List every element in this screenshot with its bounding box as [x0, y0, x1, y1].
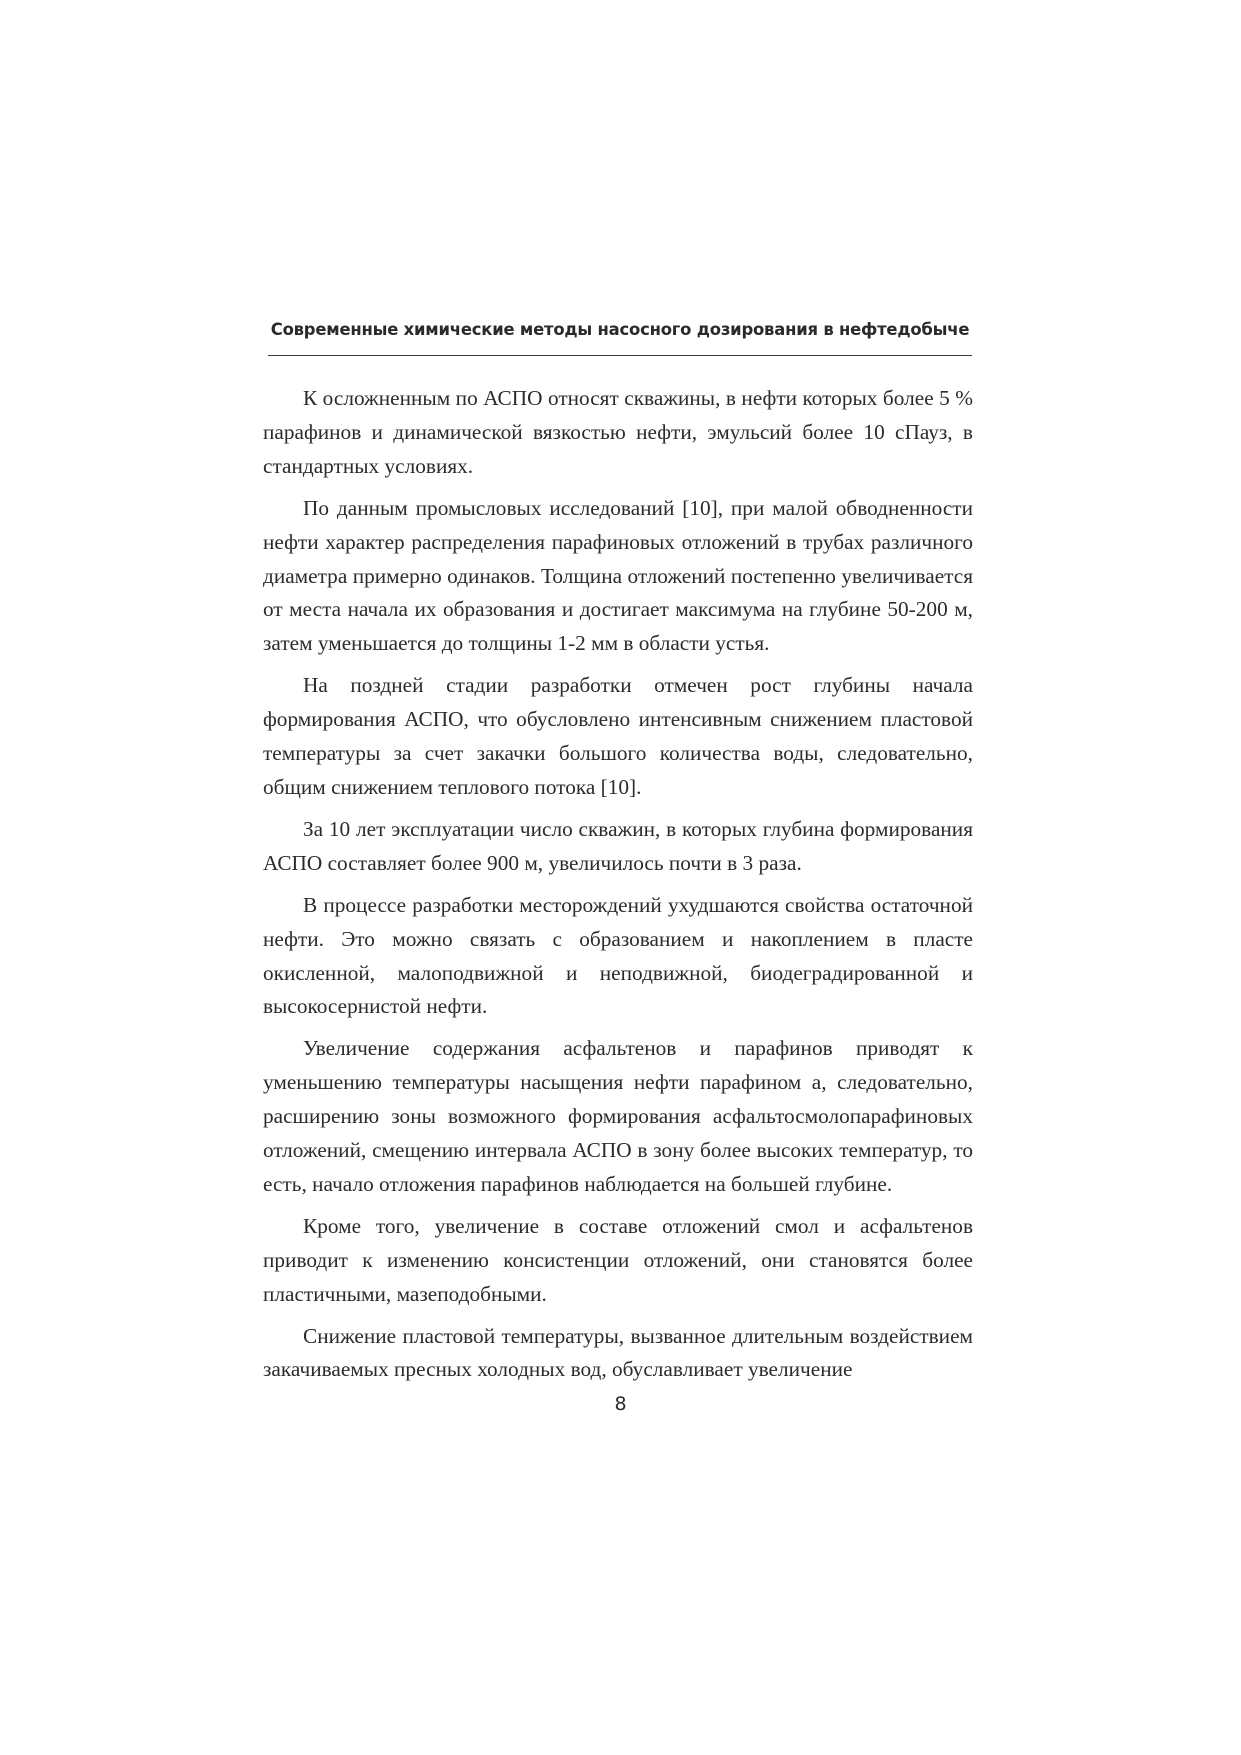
body-text [263, 382, 973, 1395]
paragraph: За 10 лет эксплуатации число скважин, в которых глубина формирования АСПО составляет более 900 м, увеличилось почти в 3 раза. [263, 816, 973, 875]
paragraph: В процессе разработки месторождений ухудшаются свойства остаточной нефти. Это можно связать с образованием и накоплением в пласте окисленной, малоподвижной и неподвижной, биодеградированной и высокосернистой нефти. [263, 892, 973, 1019]
paragraph: Снижение пластовой температуры, вызванное длительным воздействием закачиваемых пресных холодных вод, обуславливает увеличение [263, 1323, 973, 1382]
page-number: 8 [614, 1393, 627, 1415]
paragraph: К осложненным по АСПО относят скважины, в нефти которых более 5 % парафинов и динамической вязкостью нефти, эмульсий более 10 сПауз, в стандартных условиях. [263, 386, 973, 478]
paragraph: Кроме того, увеличение в составе отложений смол и асфальтенов приводит к изменению консистенции отложений, они становятся более пластичными, мазеподобными. [263, 1213, 973, 1306]
header-rule [268, 355, 972, 356]
paragraph: Увеличение содержания асфальтенов и парафинов приводят к уменьшению температуры насыщения нефти парафином а, следовательно, расширению зоны возможного формирования асфальтосмолопарафиновых отложений, смещению интервала АСПО в зону более высоких температур, то есть, начало отложения парафинов наблюдается на большей глубине. [263, 1036, 973, 1196]
paragraph: На поздней стадии разработки отмечен рост глубины начала формирования АСПО, что обусловлено интенсивным снижением пластовой температуры за счет закачки большого количества воды, следовательно, общим снижением теплового потока [10]. [263, 673, 973, 799]
running-header: Современные химические методы насосного дозирования в нефтедобыче [270, 320, 970, 339]
paragraph: По данным промысловых исследований [10], при малой обводненности нефти характер распределения парафиновых отложений в трубах различного диаметра примерно одинаков. Толщина отложений постепенно увеличивается от места начала их образования и достигает максимума на глубине 50-200 м, затем уменьшается до толщины 1-2 мм в области устья. [263, 495, 973, 656]
